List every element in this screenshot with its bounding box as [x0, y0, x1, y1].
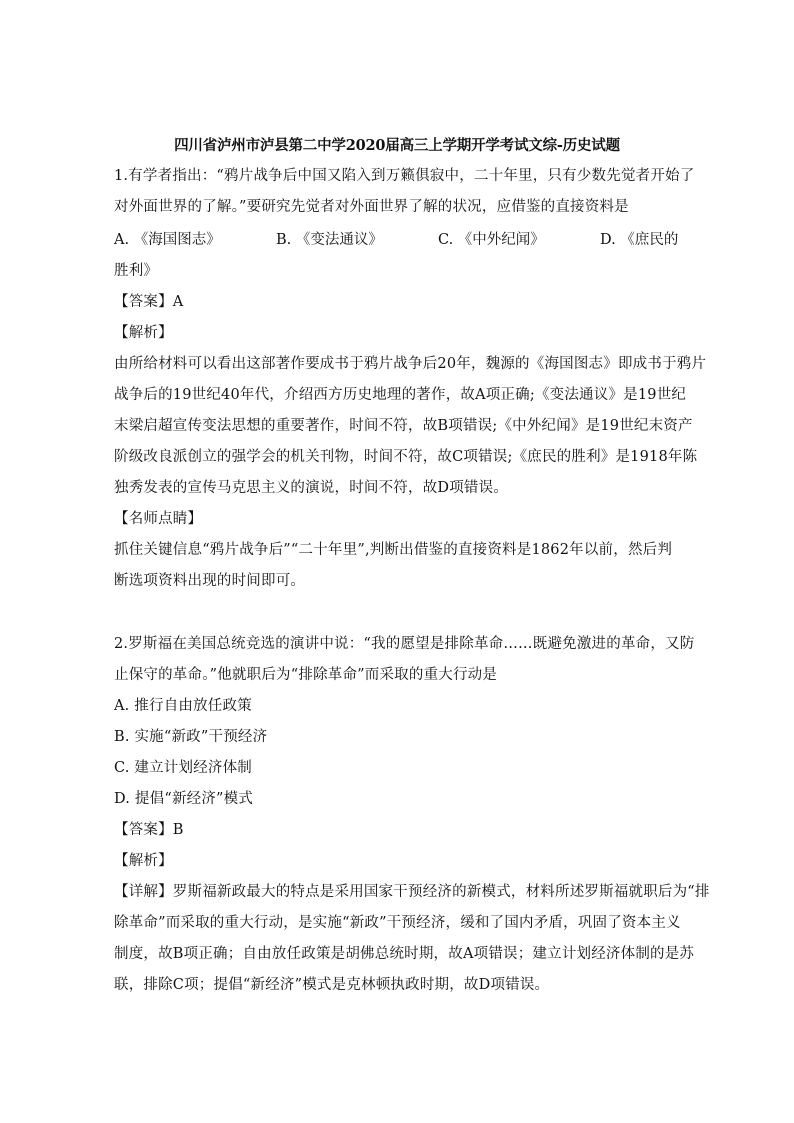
q1-tip-line: 断选项资料出现的时间即可。 [114, 573, 306, 589]
q2-analysis-heading: 【解析】 [114, 853, 173, 869]
q2-analysis-line: 联，排除C项；提倡“新经济”模式是克林顿执政时期，故D项错误。 [114, 977, 550, 993]
q2-analysis-line: 制度，故B项正确；自由放任政策是胡佛总统时期，故A项错误；建立计划经济体制的是苏 [114, 946, 695, 962]
q1-analysis-line: 末梁启超宣传变法思想的重要著作，时间不符，故B项错误;《中外纪闻》是19世纪末资产 [114, 418, 693, 434]
q1-analysis-line: 由所给材料可以看出这部著作要成书于鸦片战争后20年，魏源的《海国图志》即成书于鸦片 [114, 356, 707, 372]
q1-option-d-continued: 胜利》 [114, 263, 159, 279]
q1-stem-line-1: 1.有学者指出：“鸦片战争后中国又陷入到万籁俱寂中，二十年里，只有少数先觉者开始了 [114, 168, 695, 184]
q1-stem-line-2: 对外面世界的了解。”要研究先觉者对外面世界了解的状况，应借鉴的直接资料是 [114, 199, 629, 215]
q1-tip-heading: 【名师点睛】 [114, 511, 203, 527]
q2-option-a: A. 推行自由放任政策 [114, 698, 252, 714]
q1-tip-line: 抓住关键信息“鸦片战争后”“二十年里”,判断出借鉴的直接资料是1862年以前，然后判 [114, 542, 673, 558]
q1-option-b: B. 《变法通议》 [276, 232, 383, 248]
q1-answer: 【答案】A [114, 294, 184, 310]
q1-option-d: D. 《庶民的 [600, 232, 679, 248]
q2-analysis-line: 除革命”而采取的重大行动，是实施“新政”干预经济，缓和了国内矛盾，巩固了资本主义 [114, 915, 681, 931]
q1-option-c: C. 《中外纪闻》 [438, 232, 545, 248]
q2-analysis-line: 【详解】罗斯福新政最大的特点是采用国家干预经济的新模式，材料所述罗斯福就职后为“排 [114, 884, 710, 900]
q1-analysis-line: 阶级改良派创立的强学会的机关刊物，时间不符，故C项错误;《庶民的胜利》是1918年陈 [114, 449, 698, 465]
q2-option-c: C. 建立计划经济体制 [114, 760, 252, 776]
q1-analysis-line: 战争后的19世纪40年代，介绍西方历史地理的著作，故A项正确;《变法通议》是19世纪 [114, 387, 687, 403]
document-title: 四川省泸州市泸县第二中学2020届高三上学期开学考试文综-历史试题 [174, 137, 620, 154]
q2-answer: 【答案】B [114, 822, 184, 838]
q2-stem-line-1: 2.罗斯福在美国总统竞选的演讲中说：“我的愿望是排除革命……既避免激进的革命，又防 [114, 636, 695, 652]
q2-option-d: D. 提倡“新经济”模式 [114, 791, 254, 807]
q1-option-a: A. 《海国图志》 [114, 232, 221, 248]
q1-analysis-heading: 【解析】 [114, 325, 173, 341]
q2-stem-line-2: 止保守的革命。”他就职后为“排除革命”而采取的重大行动是 [114, 667, 498, 683]
q1-analysis-line: 独秀发表的宣传马克思主义的演说，时间不符，故D项错误。 [114, 480, 509, 496]
q2-option-b: B. 实施“新政”干预经济 [114, 729, 268, 745]
